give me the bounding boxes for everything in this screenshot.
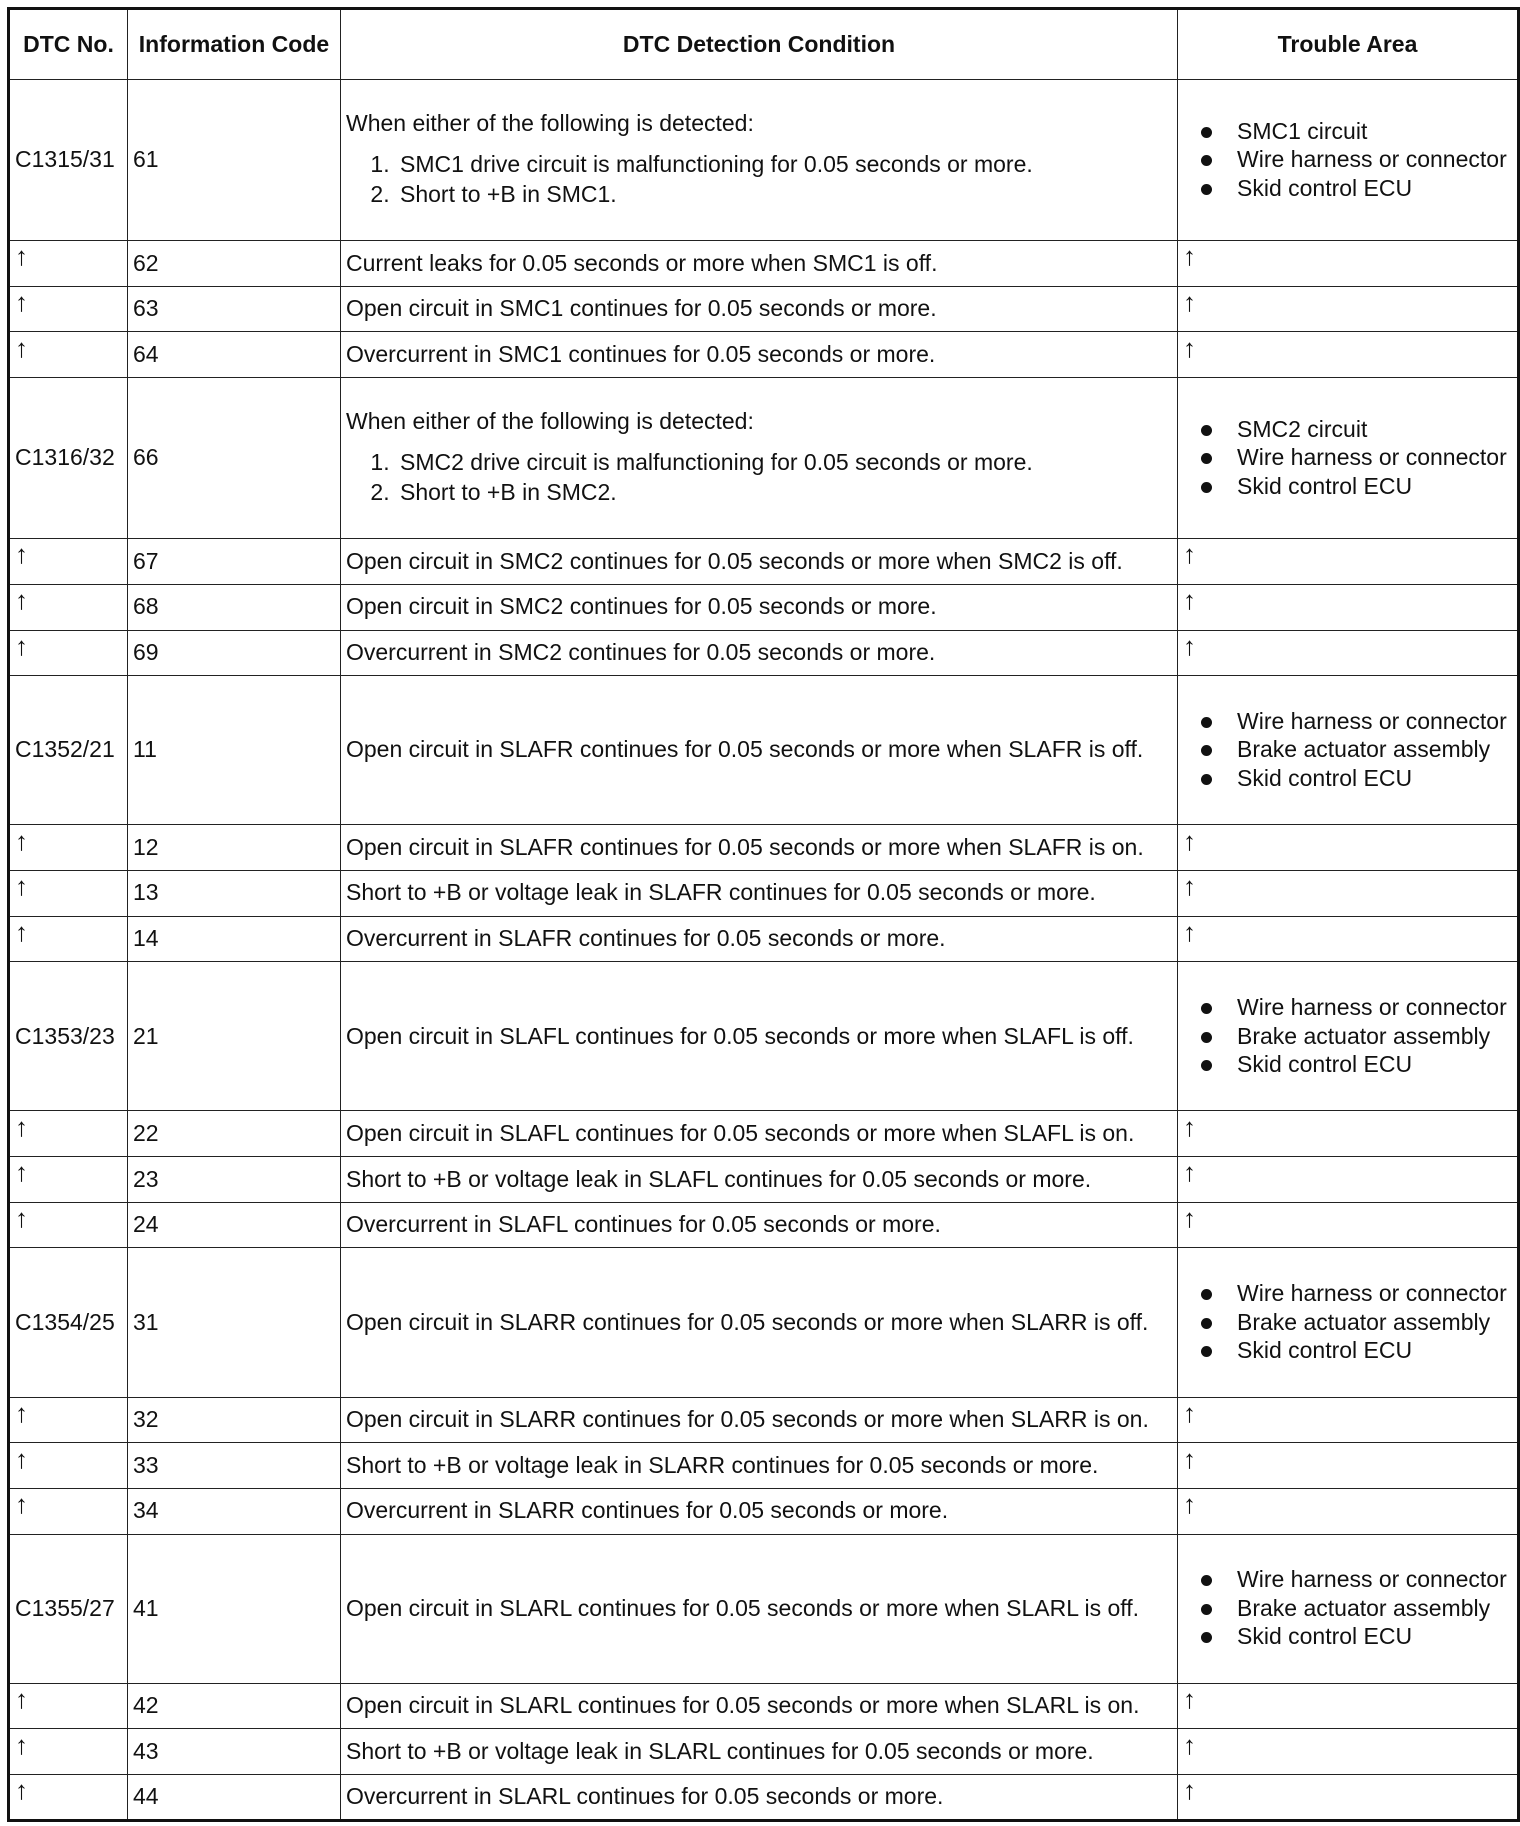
trouble-area-bullet-item: Wire harness or connector: [1201, 146, 1512, 174]
dtc-same-as-above-arrow: [9, 1157, 128, 1203]
trouble-area-list: [1183, 1566, 1512, 1651]
dtc-same-as-above-arrow: [9, 1488, 128, 1534]
trouble-area-same-as-above-arrow: [1178, 1775, 1519, 1821]
detection-condition-cell: Overcurrent in SLARR continues for 0.05 seconds or more.: [341, 1488, 1178, 1534]
information-code-cell: 63: [128, 286, 341, 332]
information-code-cell: 69: [128, 630, 341, 676]
up-arrow-icon: ↑: [1183, 1111, 1196, 1142]
table-row: [9, 1534, 1519, 1683]
detection-condition-cell: Current leaks for 0.05 seconds or more when SMC1 is off.: [341, 241, 1178, 287]
table-row: [9, 962, 1519, 1111]
trouble-area-same-as-above-arrow: [1178, 1397, 1519, 1443]
detection-condition-cell: [341, 378, 1178, 539]
header-row: [9, 9, 1519, 80]
table-row: [9, 332, 1519, 378]
detection-condition-cell: Open circuit in SLAFL continues for 0.05 seconds or more when SLAFL is on.: [341, 1111, 1178, 1157]
up-arrow-icon: ↑: [15, 1729, 28, 1760]
trouble-area-same-as-above-arrow: [1178, 241, 1519, 287]
trouble-area-bullet-item: Brake actuator assembly: [1201, 1023, 1512, 1051]
up-arrow-icon: ↑: [15, 871, 28, 902]
dtc-same-as-above-arrow: [9, 1775, 128, 1821]
up-arrow-icon: ↑: [1183, 916, 1196, 947]
up-arrow-icon: ↑: [1183, 1775, 1196, 1805]
trouble-area-same-as-above-arrow: [1178, 1111, 1519, 1157]
information-code-cell: 41: [128, 1534, 341, 1683]
dtc-number-cell: C1354/25: [9, 1248, 128, 1397]
detection-condition-cell: Short to +B or voltage leak in SLAFR continues for 0.05 seconds or more.: [341, 870, 1178, 916]
trouble-area-same-as-above-arrow: [1178, 870, 1519, 916]
detection-condition-cell: Open circuit in SMC1 continues for 0.05 seconds or more.: [341, 286, 1178, 332]
up-arrow-icon: ↑: [1183, 332, 1196, 363]
header-trouble-area: Trouble Area: [1178, 9, 1519, 80]
trouble-area-bullet-item: Brake actuator assembly: [1201, 1309, 1512, 1337]
condition-list: [346, 449, 1172, 506]
information-code-cell: 68: [128, 584, 341, 630]
trouble-area-bullet-item: Wire harness or connector: [1201, 1566, 1512, 1594]
up-arrow-icon: ↑: [1183, 871, 1196, 902]
dtc-same-as-above-arrow: [9, 1397, 128, 1443]
information-code-cell: 67: [128, 539, 341, 585]
trouble-area-bullet-item: Brake actuator assembly: [1201, 736, 1512, 764]
trouble-area-bullet-item: Wire harness or connector: [1201, 444, 1512, 472]
table-row: [9, 630, 1519, 676]
information-code-cell: 11: [128, 676, 341, 825]
trouble-area-same-as-above-arrow: [1178, 1729, 1519, 1775]
up-arrow-icon: ↑: [1183, 1157, 1196, 1188]
trouble-area-bullet-item: Skid control ECU: [1201, 473, 1512, 501]
information-code-cell: 14: [128, 916, 341, 962]
detection-condition-cell: Open circuit in SLARR continues for 0.05 seconds or more when SLARR is off.: [341, 1248, 1178, 1397]
information-code-cell: 44: [128, 1775, 341, 1821]
up-arrow-icon: ↑: [1183, 1397, 1196, 1428]
table-body: [9, 80, 1519, 1821]
trouble-area-cell: [1178, 676, 1519, 825]
up-arrow-icon: ↑: [1183, 539, 1196, 570]
up-arrow-icon: ↑: [15, 1443, 28, 1474]
up-arrow-icon: ↑: [15, 1203, 28, 1234]
detection-condition-cell: Short to +B or voltage leak in SLARR continues for 0.05 seconds or more.: [341, 1443, 1178, 1489]
table-row: [9, 1202, 1519, 1248]
information-code-cell: 32: [128, 1397, 341, 1443]
trouble-area-same-as-above-arrow: [1178, 630, 1519, 676]
detection-condition-cell: Short to +B or voltage leak in SLARL continues for 0.05 seconds or more.: [341, 1729, 1178, 1775]
table-row: [9, 1157, 1519, 1203]
up-arrow-icon: ↑: [1183, 630, 1196, 661]
information-code-cell: 64: [128, 332, 341, 378]
dtc-number-cell: C1353/23: [9, 962, 128, 1111]
detection-condition-cell: Overcurrent in SMC1 continues for 0.05 seconds or more.: [341, 332, 1178, 378]
detection-condition-cell: Overcurrent in SMC2 continues for 0.05 seconds or more.: [341, 630, 1178, 676]
trouble-area-cell: [1178, 962, 1519, 1111]
trouble-area-same-as-above-arrow: [1178, 1683, 1519, 1729]
table-row: [9, 825, 1519, 871]
information-code-cell: 23: [128, 1157, 341, 1203]
information-code-cell: 61: [128, 80, 341, 241]
table-row: [9, 80, 1519, 241]
trouble-area-same-as-above-arrow: [1178, 1443, 1519, 1489]
header-information-code: Information Code: [128, 9, 341, 80]
trouble-area-cell: [1178, 1248, 1519, 1397]
trouble-area-bullet-item: Skid control ECU: [1201, 1051, 1512, 1079]
trouble-area-same-as-above-arrow: [1178, 1202, 1519, 1248]
detection-condition-cell: Open circuit in SLARR continues for 0.05 seconds or more when SLARR is on.: [341, 1397, 1178, 1443]
dtc-same-as-above-arrow: [9, 286, 128, 332]
table-row: [9, 1397, 1519, 1443]
table-row: [9, 1443, 1519, 1489]
dtc-same-as-above-arrow: [9, 870, 128, 916]
trouble-area-bullet-item: Wire harness or connector: [1201, 1280, 1512, 1308]
dtc-same-as-above-arrow: [9, 1683, 128, 1729]
trouble-area-same-as-above-arrow: [1178, 916, 1519, 962]
trouble-area-list: [1183, 416, 1512, 501]
up-arrow-icon: ↑: [15, 287, 28, 318]
table-row: [9, 1729, 1519, 1775]
trouble-area-list: [1183, 994, 1512, 1079]
detection-condition-cell: Open circuit in SLARL continues for 0.05 seconds or more when SLARL is off.: [341, 1534, 1178, 1683]
table-row: [9, 1488, 1519, 1534]
detection-condition-cell: Open circuit in SMC2 continues for 0.05 seconds or more.: [341, 584, 1178, 630]
dtc-same-as-above-arrow: [9, 1443, 128, 1489]
detection-condition-cell: Open circuit in SLAFR continues for 0.05 seconds or more when SLAFR is off.: [341, 676, 1178, 825]
table-row: [9, 676, 1519, 825]
dtc-same-as-above-arrow: [9, 630, 128, 676]
up-arrow-icon: ↑: [15, 1111, 28, 1142]
table-row: [9, 286, 1519, 332]
detection-condition-cell: [341, 80, 1178, 241]
dtc-number-cell: C1355/27: [9, 1534, 128, 1683]
up-arrow-icon: ↑: [15, 825, 28, 856]
up-arrow-icon: ↑: [1183, 825, 1196, 856]
up-arrow-icon: ↑: [15, 1489, 28, 1520]
dtc-number-cell: C1352/21: [9, 676, 128, 825]
dtc-same-as-above-arrow: [9, 584, 128, 630]
up-arrow-icon: ↑: [1183, 1489, 1196, 1520]
detection-condition-cell: Open circuit in SLAFR continues for 0.05 seconds or more when SLAFR is on.: [341, 825, 1178, 871]
trouble-area-same-as-above-arrow: [1178, 1488, 1519, 1534]
condition-list-item: 2. Short to +B in SMC2.: [396, 479, 1172, 507]
information-code-cell: 12: [128, 825, 341, 871]
detection-condition-cell: Overcurrent in SLAFR continues for 0.05 seconds or more.: [341, 916, 1178, 962]
trouble-area-list: [1183, 118, 1512, 203]
up-arrow-icon: ↑: [1183, 1203, 1196, 1234]
trouble-area-same-as-above-arrow: [1178, 584, 1519, 630]
information-code-cell: 34: [128, 1488, 341, 1534]
information-code-cell: 42: [128, 1683, 341, 1729]
trouble-area-bullet-item: Skid control ECU: [1201, 175, 1512, 203]
condition-list-item: 1. SMC2 drive circuit is malfunctioning for 0.05 seconds or more.: [396, 449, 1172, 477]
table-row: [9, 1248, 1519, 1397]
condition-list: [346, 151, 1172, 208]
trouble-area-same-as-above-arrow: [1178, 539, 1519, 585]
condition-intro: When either of the following is detected:: [346, 407, 754, 434]
information-code-cell: 62: [128, 241, 341, 287]
trouble-area-bullet-item: Skid control ECU: [1201, 1623, 1512, 1651]
dtc-same-as-above-arrow: [9, 241, 128, 287]
header-dtc-no: DTC No.: [9, 9, 128, 80]
dtc-same-as-above-arrow: [9, 539, 128, 585]
dtc-same-as-above-arrow: [9, 825, 128, 871]
detection-condition-cell: Overcurrent in SLAFL continues for 0.05 seconds or more.: [341, 1202, 1178, 1248]
dtc-same-as-above-arrow: [9, 916, 128, 962]
dtc-same-as-above-arrow: [9, 1202, 128, 1248]
trouble-area-bullet-item: Wire harness or connector: [1201, 994, 1512, 1022]
trouble-area-cell: [1178, 378, 1519, 539]
trouble-area-cell: [1178, 80, 1519, 241]
condition-list-item: 1. SMC1 drive circuit is malfunctioning for 0.05 seconds or more.: [396, 151, 1172, 179]
trouble-area-list: [1183, 708, 1512, 793]
detection-condition-cell: Open circuit in SLAFL continues for 0.05 seconds or more when SLAFL is off.: [341, 962, 1178, 1111]
up-arrow-icon: ↑: [1183, 1683, 1196, 1714]
information-code-cell: 13: [128, 870, 341, 916]
dtc-same-as-above-arrow: [9, 332, 128, 378]
dtc-number-cell: C1315/31: [9, 80, 128, 241]
trouble-area-bullet-item: Wire harness or connector: [1201, 708, 1512, 736]
table-row: [9, 1683, 1519, 1729]
information-code-cell: 43: [128, 1729, 341, 1775]
trouble-area-bullet-item: Brake actuator assembly: [1201, 1595, 1512, 1623]
table-row: [9, 870, 1519, 916]
header-detection-condition: DTC Detection Condition: [341, 9, 1178, 80]
up-arrow-icon: ↑: [15, 539, 28, 570]
up-arrow-icon: ↑: [15, 1775, 28, 1805]
detection-condition-cell: Short to +B or voltage leak in SLAFL continues for 0.05 seconds or more.: [341, 1157, 1178, 1203]
up-arrow-icon: ↑: [15, 585, 28, 616]
table-row: [9, 539, 1519, 585]
detection-condition-cell: Overcurrent in SLARL continues for 0.05 seconds or more.: [341, 1775, 1178, 1821]
detection-condition-cell: Open circuit in SLARL continues for 0.05 seconds or more when SLARL is on.: [341, 1683, 1178, 1729]
trouble-area-cell: [1178, 1534, 1519, 1683]
table-row: [9, 378, 1519, 539]
trouble-area-same-as-above-arrow: [1178, 286, 1519, 332]
table-row: [9, 916, 1519, 962]
dtc-number-cell: C1316/32: [9, 378, 128, 539]
trouble-area-list: [1183, 1280, 1512, 1365]
dtc-table: [7, 7, 1520, 1822]
trouble-area-same-as-above-arrow: [1178, 332, 1519, 378]
trouble-area-same-as-above-arrow: [1178, 1157, 1519, 1203]
up-arrow-icon: ↑: [15, 241, 28, 272]
up-arrow-icon: ↑: [15, 1157, 28, 1188]
information-code-cell: 24: [128, 1202, 341, 1248]
up-arrow-icon: ↑: [15, 1397, 28, 1428]
trouble-area-bullet-item: Skid control ECU: [1201, 1337, 1512, 1365]
up-arrow-icon: ↑: [1183, 287, 1196, 318]
up-arrow-icon: ↑: [1183, 241, 1196, 272]
trouble-area-bullet-item: SMC2 circuit: [1201, 416, 1512, 444]
trouble-area-same-as-above-arrow: [1178, 825, 1519, 871]
dtc-same-as-above-arrow: [9, 1729, 128, 1775]
information-code-cell: 66: [128, 378, 341, 539]
up-arrow-icon: ↑: [15, 332, 28, 363]
table-row: [9, 241, 1519, 287]
trouble-area-bullet-item: Skid control ECU: [1201, 765, 1512, 793]
up-arrow-icon: ↑: [15, 630, 28, 661]
up-arrow-icon: ↑: [1183, 1443, 1196, 1474]
table-row: [9, 584, 1519, 630]
up-arrow-icon: ↑: [15, 1683, 28, 1714]
information-code-cell: 21: [128, 962, 341, 1111]
information-code-cell: 22: [128, 1111, 341, 1157]
information-code-cell: 31: [128, 1248, 341, 1397]
table-row: [9, 1111, 1519, 1157]
up-arrow-icon: ↑: [1183, 585, 1196, 616]
detection-condition-cell: Open circuit in SMC2 continues for 0.05 seconds or more when SMC2 is off.: [341, 539, 1178, 585]
up-arrow-icon: ↑: [15, 916, 28, 947]
condition-list-item: 2. Short to +B in SMC1.: [396, 181, 1172, 209]
up-arrow-icon: ↑: [1183, 1729, 1196, 1760]
trouble-area-bullet-item: SMC1 circuit: [1201, 118, 1512, 146]
dtc-same-as-above-arrow: [9, 1111, 128, 1157]
information-code-cell: 33: [128, 1443, 341, 1489]
condition-intro: When either of the following is detected:: [346, 109, 754, 136]
table-row: [9, 1775, 1519, 1821]
